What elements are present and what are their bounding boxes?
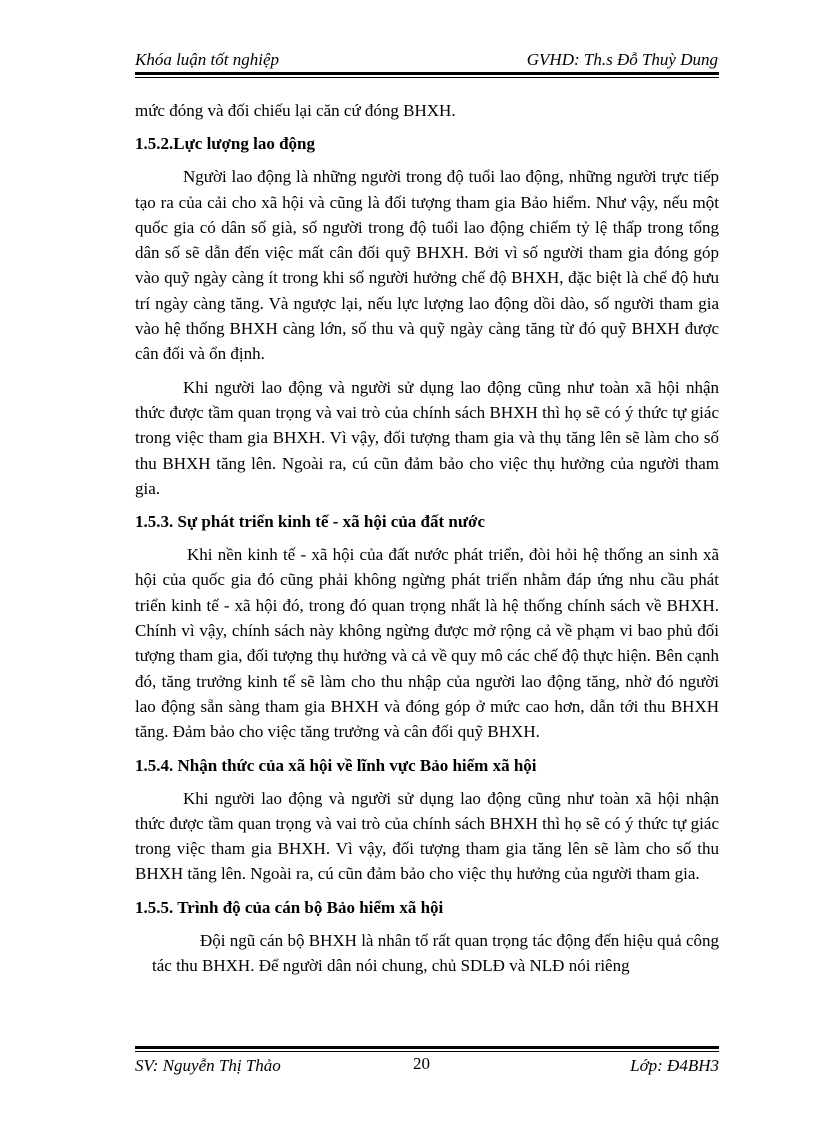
paragraph-continued: mức đóng và đối chiếu lại căn cứ đóng BHXH.	[135, 101, 456, 120]
paragraph-staff-qualification: Đội ngũ cán bộ BHXH là nhân tố rất quan trọng tác động đến hiệu quả công tác thu BHXH. Để người dân nói chung, chủ SDLĐ và NLĐ nói riêng	[152, 930, 719, 976]
footer-class: Lớp: Đ4BH3	[630, 1056, 719, 1075]
paragraph-labor-force: Người lao động là những người trong độ tuổi lao động, những người trực tiếp tạo ra của cải cho xã hội và cũng là đối tượng tham gia Bảo hiểm. Như vậy, nếu một quốc gia có dân số già, số người trong độ tuổi lao động chiếm tỷ lệ thấp trong tổng dân số sẽ dẫn đến việc mất cân đối quỹ BHXH. Bởi vì số người tham gia đóng góp vào quỹ ngày càng ít trong khi số người hưởng chế độ BHXH, đặc biệt là chế độ hưu trí ngày càng tăng. Và ngược lại, nếu lực lượng lao động dồi dào, số người tham gia vào hệ thống BHXH càng lớn, số thu và quỹ ngày càng tăng từ đó quỹ BHXH được cân đối và ổn định.	[135, 167, 719, 364]
paragraph-awareness-1: Khi người lao động và người sử dụng lao động cũng như toàn xã hội nhận thức được tầm quan trọng và vai trò của chính sách BHXH thì họ sẽ có ý thức tự giác trong việc tham gia BHXH. Vì vậy, đối tượng tham gia và thụ tăng lên sẽ làm cho số thu BHXH tăng lên. Ngoài ra, cú cũn đảm bảo cho việc thụ hưởng của người tham gia.	[135, 377, 719, 498]
section-heading-1-5-4: 1.5.4. Nhận thức của xã hội về lĩnh vực Bảo hiểm xã hội	[135, 755, 537, 775]
paragraph-economic-development: Khi nền kinh tế - xã hội của đất nước phát triển, đòi hỏi hệ thống an sinh xã hội của quốc gia đó cũng phải không ngừng phát triển nhằm đáp ứng nhu cầu phát triển kinh tế - xã hội đó, trong đó quan trọng nhất là hệ thống chính sách về BHXH. Chính vì vậy, chính sách này không ngừng được mở rộng cả về phạm vi bao phủ đối tượng tham gia, đối tượng thụ hưởng và cả về quy mô các chế độ thực hiện. Bên cạnh đó, tăng trưởng kinh tế sẽ làm cho thu nhập của người lao động tăng, nhờ đó người lao động sẵn sàng tham gia BHXH và đóng góp ở mức cao hơn, dẫn tới thu BHXH tăng. Đảm bảo cho việc tăng trưởng và cân đối quỹ BHXH.	[135, 545, 719, 742]
footer-rule-thick	[135, 1046, 719, 1049]
footer-student-name: SV: Nguyễn Thị Thảo	[135, 1056, 281, 1075]
header-advisor: GVHD: Th.s Đỗ Thuỳ Dung	[526, 50, 718, 69]
section-heading-1-5-5: 1.5.5. Trình độ của cán bộ Bảo hiểm xã hội	[135, 897, 444, 917]
page-number: 20	[413, 1054, 430, 1073]
header-thesis-title: Khóa luận tốt nghiệp	[135, 50, 280, 69]
footer-rule-thin	[135, 1051, 719, 1052]
page-body	[135, 98, 719, 978]
header-rule-thin	[135, 77, 719, 78]
paragraph-awareness-2: Khi người lao động và người sử dụng lao động cũng như toàn xã hội nhận thức được tầm quan trọng và vai trò của chính sách BHXH thì họ sẽ có ý thức tự giác trong việc tham gia BHXH. Vì vậy, đối tượng tham gia tăng lên sẽ làm cho số thu BHXH tăng lên. Ngoài ra, cú cũn đảm bảo cho việc thụ hưởng của người tham gia.	[135, 788, 719, 884]
header-rule-thick	[135, 72, 719, 75]
section-heading-1-5-3: 1.5.3. Sự phát triển kinh tế - xã hội của đất nước	[135, 512, 486, 532]
page-header	[135, 46, 718, 70]
section-heading-1-5-2: 1.5.2.Lực lượng lao động	[135, 134, 316, 154]
page-footer	[135, 1054, 719, 1078]
